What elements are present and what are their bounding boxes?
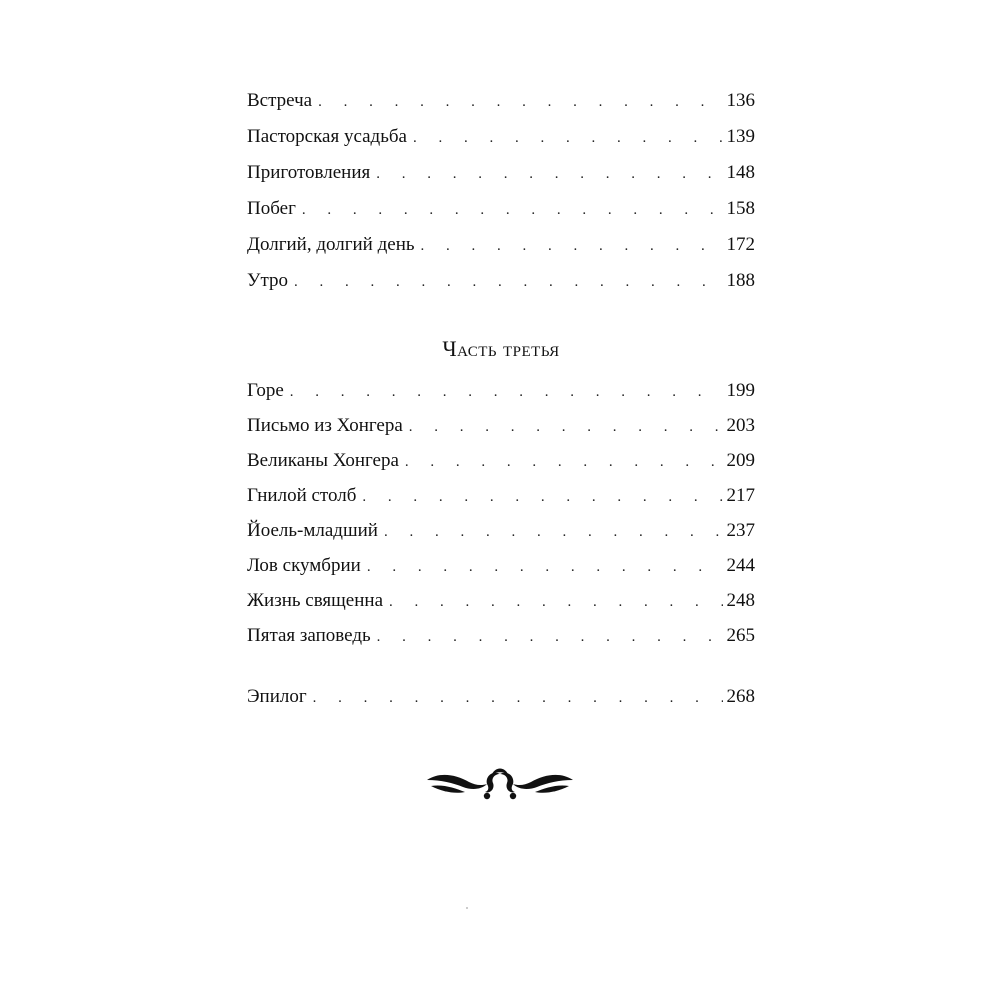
toc-entry-title: Лов скумбрии (247, 555, 361, 576)
dot-leader (405, 447, 723, 477)
dot-leader (318, 87, 722, 117)
floral-flourish-icon (425, 762, 575, 806)
toc-entry-title: Долгий, долгий день (247, 234, 415, 255)
toc-entry-title: Пятая заповедь (247, 625, 371, 646)
dot-leader (413, 123, 723, 153)
dot-leader (421, 231, 723, 261)
toc-entry-page: 209 (726, 450, 755, 471)
toc-entry-page: 139 (726, 126, 755, 147)
dot-leader (362, 482, 722, 512)
dot-leader (409, 412, 723, 442)
toc-entry-page: 158 (726, 198, 755, 219)
toc-entry-title: Приготовления (247, 162, 371, 183)
toc-entry-page: 217 (726, 485, 755, 506)
toc-entry-page: 244 (726, 555, 755, 576)
toc-entry-page: 199 (726, 380, 755, 401)
toc-entry[interactable] (247, 122, 755, 152)
toc-entry-title: Утро (247, 270, 288, 291)
toc-entry[interactable] (247, 158, 755, 188)
toc-entry[interactable] (247, 376, 755, 406)
toc-entry[interactable] (247, 516, 755, 546)
dot-leader (294, 267, 723, 297)
toc-entry-title: Гнилой столб (247, 485, 357, 506)
toc-entry[interactable] (247, 586, 755, 616)
toc-entry[interactable] (247, 551, 755, 581)
toc-entry-title: Пасторская усадьба (247, 126, 407, 147)
dot-leader (377, 622, 723, 652)
toc-entry-page: 237 (726, 520, 755, 541)
toc-entry[interactable] (247, 266, 755, 296)
toc-entry-page: 136 (726, 90, 755, 111)
toc-entry-title: Горе (247, 380, 284, 401)
toc-entry-page: 172 (726, 234, 755, 255)
toc-entry-epilogue[interactable] (247, 682, 755, 712)
dot-leader (290, 377, 723, 407)
dot-leader (384, 517, 723, 547)
dot-leader (302, 195, 723, 225)
toc-entry-title: Побег (247, 198, 296, 219)
toc-entry-page: 268 (726, 686, 755, 707)
toc-entry[interactable] (247, 621, 755, 651)
toc-entry-title: Жизнь священна (247, 590, 384, 611)
toc-entry-page: 188 (726, 270, 755, 291)
toc-entry-title: Великаны Хонгера (247, 450, 399, 471)
toc-entry[interactable] (247, 86, 755, 116)
toc-entry-title: Встреча (247, 90, 313, 111)
toc-entry-title: Эпилог (247, 686, 307, 707)
toc-entry[interactable] (247, 446, 755, 476)
toc-entry-page: 265 (726, 625, 755, 646)
toc-entry-title: Йоель-младший (247, 520, 378, 541)
part-three-heading: Часть третья (442, 336, 560, 361)
dot-leader (376, 159, 722, 189)
toc-entry[interactable] (247, 230, 755, 260)
dot-leader (313, 683, 723, 713)
dot-leader (367, 552, 723, 582)
toc-entry-page: 248 (726, 590, 755, 611)
dot-leader (389, 587, 722, 617)
toc-entry-title: Письмо из Хонгера (247, 415, 403, 436)
page-speck (466, 907, 468, 909)
toc-entry[interactable] (247, 194, 755, 224)
toc-entry[interactable] (247, 481, 755, 511)
toc-entry[interactable] (247, 411, 755, 441)
toc-entry-page: 148 (726, 162, 755, 183)
toc-entry-page: 203 (726, 415, 755, 436)
